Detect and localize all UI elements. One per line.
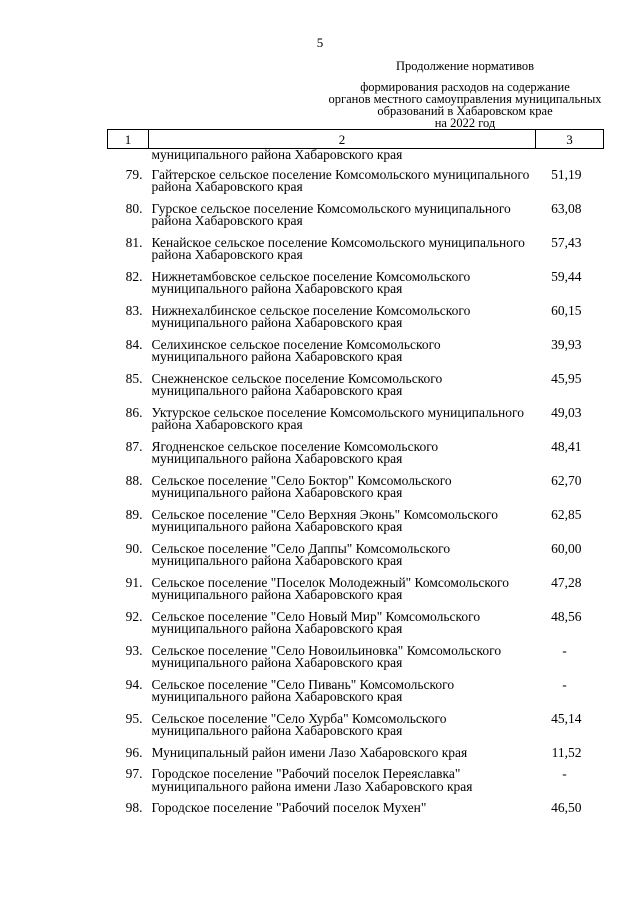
- row-value: 59,44: [551, 268, 582, 284]
- heading-line-5: на 2022 год: [434, 116, 496, 130]
- row-number: 88.: [125, 472, 143, 488]
- table-row: [108, 234, 604, 268]
- row-value: 46,50: [551, 800, 582, 815]
- table-row: [108, 710, 604, 744]
- row-number: 96.: [125, 744, 143, 760]
- row-number: 86.: [125, 404, 143, 420]
- row-number: 81.: [125, 234, 143, 250]
- row-value: 51,19: [551, 166, 582, 182]
- row-name: Ягодненское сельское поселение Комсомольского муниципального района Хабаровского края: [151, 438, 439, 466]
- row-number: 80.: [125, 200, 143, 216]
- table-row: [108, 404, 604, 438]
- table-row: [108, 200, 604, 234]
- row-value: 62,70: [551, 472, 582, 488]
- table-row: [108, 608, 604, 642]
- table-row: [108, 336, 604, 370]
- row-number: 90.: [125, 540, 143, 556]
- row-name: Сельское поселение "Село Верхняя Эконь" Комсомольского муниципального района Хабаровского края: [151, 506, 498, 534]
- row-value: 45,14: [551, 710, 582, 726]
- row-value: 60,15: [551, 302, 582, 318]
- row-number: 87.: [125, 438, 143, 454]
- row-number: 84.: [125, 336, 143, 352]
- row-name: Уктурское сельское поселение Комсомольского муниципального района Хабаровского края: [151, 404, 524, 432]
- continuation-text: муниципального района Хабаровского края: [151, 147, 403, 162]
- row-value: 63,08: [551, 200, 582, 216]
- row-value: -: [562, 642, 567, 658]
- norms-table: [107, 129, 604, 821]
- header-col-1: 1: [108, 130, 149, 149]
- row-name: Муниципальный район имени Лазо Хабаровского края: [151, 744, 468, 760]
- table-row: [108, 166, 604, 200]
- row-name: Сельское поселение "Поселок Молодежный" Комсомольского муниципального района Хабаровского края: [151, 574, 509, 602]
- header-col-2: 2: [149, 130, 536, 149]
- row-number: 97.: [125, 766, 143, 781]
- table-row: [108, 472, 604, 506]
- table-row: [108, 676, 604, 710]
- row-name: Сельское поселение "Село Новый Мир" Комсомольского муниципального района Хабаровского края: [151, 608, 481, 636]
- table-row: [108, 302, 604, 336]
- table-row: [108, 765, 604, 799]
- row-value: 48,56: [551, 608, 582, 624]
- row-value: -: [562, 676, 567, 692]
- row-value: 62,85: [551, 506, 582, 522]
- row-value: 60,00: [551, 540, 582, 556]
- row-name: Городское поселение "Рабочий поселок Переяславка" муниципального района имени Лазо Хабаровского края: [151, 766, 473, 794]
- row-value: 11,52: [551, 744, 582, 760]
- continuation-row: [108, 149, 604, 166]
- row-name: Гайтерское сельское поселение Комсомольского муниципального района Хабаровского края: [151, 166, 530, 194]
- row-name: Гурское сельское поселение Комсомольского муниципального района Хабаровского края: [151, 200, 511, 228]
- table-heading: [325, 60, 605, 129]
- row-number: 94.: [125, 676, 143, 692]
- page-number: 5: [316, 35, 324, 50]
- heading-line-2: формирования расходов на содержание: [360, 80, 570, 94]
- row-number: 83.: [125, 302, 143, 318]
- header-row: [108, 130, 604, 149]
- header-col-3: 3: [536, 130, 604, 149]
- row-name: Сельское поселение "Село Боктор" Комсомольского муниципального района Хабаровского края: [151, 472, 452, 500]
- row-name: Нижнетамбовское сельское поселение Комсомольского муниципального района Хабаровского края: [151, 268, 471, 296]
- table-row: [108, 744, 604, 766]
- table-row: [108, 642, 604, 676]
- row-name: Селихинское сельское поселение Комсомольского муниципального района Хабаровского края: [151, 336, 441, 364]
- row-name: Сельское поселение "Село Новоильиновка" Комсомольского муниципального района Хабаровского края: [151, 642, 502, 670]
- row-number: 95.: [125, 710, 143, 726]
- row-number: 91.: [125, 574, 143, 590]
- row-value: 45,95: [551, 370, 582, 386]
- row-value: 47,28: [551, 574, 582, 590]
- table-row: [108, 540, 604, 574]
- row-value: 48,41: [551, 438, 582, 454]
- row-name: Сельское поселение "Село Пивань" Комсомольского муниципального района Хабаровского края: [151, 676, 455, 704]
- row-number: 85.: [125, 370, 143, 386]
- heading-line-1: Продолжение нормативов: [395, 59, 535, 73]
- table-row: [108, 574, 604, 608]
- row-name: Городское поселение "Рабочий поселок Мухен": [151, 800, 427, 815]
- row-value: 39,93: [551, 336, 582, 352]
- row-value: 57,43: [551, 234, 582, 250]
- heading-line-3: органов местного самоуправления муниципальных: [328, 92, 602, 106]
- table-row: [108, 370, 604, 404]
- row-name: Снежненское сельское поселение Комсомольского муниципального района Хабаровского края: [151, 370, 443, 398]
- row-number: 92.: [125, 608, 143, 624]
- table-row: [108, 799, 604, 821]
- row-number: 89.: [125, 506, 143, 522]
- row-number: 98.: [125, 800, 143, 815]
- row-name: Сельское поселение "Село Даппы" Комсомольского муниципального района Хабаровского края: [151, 540, 451, 568]
- row-name: Нижнехалбинское сельское поселение Комсомольского муниципального района Хабаровского края: [151, 302, 471, 330]
- row-number: 79.: [125, 166, 143, 182]
- heading-line-4: образований в Хабаровском крае: [377, 104, 553, 118]
- row-number: 93.: [125, 642, 143, 658]
- row-value: -: [562, 766, 567, 781]
- row-number: 82.: [125, 268, 143, 284]
- table-row: [108, 438, 604, 472]
- row-value: 49,03: [551, 404, 582, 420]
- row-name: Кенайское сельское поселение Комсомольского муниципального района Хабаровского края: [151, 234, 525, 262]
- table-row: [108, 268, 604, 302]
- table-row: [108, 506, 604, 540]
- row-name: Сельское поселение "Село Хурба" Комсомольского муниципального района Хабаровского края: [151, 710, 447, 738]
